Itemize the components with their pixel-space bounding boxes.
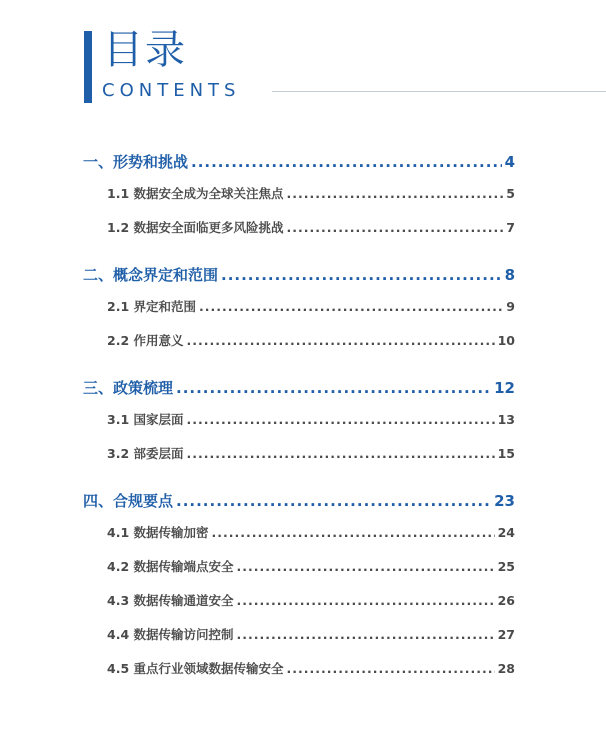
toc-page-number: 23 xyxy=(494,492,515,510)
toc-dot-leader xyxy=(287,220,504,235)
toc-page-number: 13 xyxy=(497,412,515,427)
toc-entry-label: 4.1 数据传输加密 xyxy=(107,525,209,540)
toc-dot-leader xyxy=(176,492,491,510)
toc-section-entry[interactable] xyxy=(83,331,515,365)
toc-page-number: 4 xyxy=(504,153,515,171)
toc-entry-label: 二、概念界定和范围 xyxy=(83,266,219,284)
toc-entry-label: 4.5 重点行业领域数据传输安全 xyxy=(107,661,284,676)
toc-entry-label: 四、合规要点 xyxy=(83,492,174,510)
toc-section-entry[interactable] xyxy=(83,184,515,218)
toc-page-number: 9 xyxy=(506,299,515,314)
toc-page-number: 12 xyxy=(494,379,515,397)
toc-section-entry[interactable] xyxy=(83,410,515,444)
page-subtitle: CONTENTS xyxy=(102,80,241,101)
toc-dot-leader xyxy=(237,559,495,574)
toc-dot-leader xyxy=(287,661,495,676)
page-title: 目录 xyxy=(103,27,187,73)
toc-dot-leader xyxy=(187,333,495,348)
toc-dot-leader xyxy=(187,446,495,461)
toc-page-number: 7 xyxy=(506,220,515,235)
toc-section-entry[interactable] xyxy=(83,659,515,693)
toc-section-entry[interactable] xyxy=(83,444,515,478)
toc-section-entry[interactable] xyxy=(83,218,515,252)
toc-entry-label: 三、政策梳理 xyxy=(83,379,174,397)
toc-section-entry[interactable] xyxy=(83,625,515,659)
toc-entry-label: 一、形势和挑战 xyxy=(83,153,189,171)
toc-page-number: 26 xyxy=(497,593,515,608)
toc-page-number: 15 xyxy=(497,446,515,461)
toc-dot-leader xyxy=(237,627,495,642)
toc-chapter-entry[interactable] xyxy=(83,490,515,524)
toc-section-entry[interactable] xyxy=(83,557,515,591)
toc-entry-label: 2.2 作用意义 xyxy=(107,333,184,348)
toc-entry-label: 1.1 数据安全成为全球关注焦点 xyxy=(107,186,284,201)
toc-dot-leader xyxy=(176,379,491,397)
toc-section-entry[interactable] xyxy=(83,591,515,625)
toc-entry-label: 4.2 数据传输端点安全 xyxy=(107,559,234,574)
toc-chapter-entry[interactable] xyxy=(83,264,515,298)
toc-dot-leader xyxy=(237,593,495,608)
toc-chapter-entry[interactable] xyxy=(83,151,515,185)
header-accent-bar xyxy=(84,31,92,103)
toc-entry-label: 4.3 数据传输通道安全 xyxy=(107,593,234,608)
table-of-contents xyxy=(83,151,515,693)
toc-page-number: 27 xyxy=(497,627,515,642)
toc-page-number: 24 xyxy=(497,525,515,540)
toc-entry-label: 3.1 国家层面 xyxy=(107,412,184,427)
toc-entry-label: 3.2 部委层面 xyxy=(107,446,184,461)
toc-dot-leader xyxy=(199,299,503,314)
toc-dot-leader xyxy=(191,153,502,171)
toc-dot-leader xyxy=(287,186,504,201)
toc-page-number: 8 xyxy=(504,266,515,284)
toc-dot-leader xyxy=(187,412,495,427)
toc-page-number: 28 xyxy=(497,661,515,676)
toc-entry-label: 4.4 数据传输访问控制 xyxy=(107,627,234,642)
toc-chapter-entry[interactable] xyxy=(83,377,515,411)
toc-page-number: 10 xyxy=(497,333,515,348)
toc-entry-label: 1.2 数据安全面临更多风险挑战 xyxy=(107,220,284,235)
toc-section-entry[interactable] xyxy=(83,523,515,557)
toc-dot-leader xyxy=(221,266,502,284)
header-divider xyxy=(272,91,606,92)
toc-dot-leader xyxy=(212,525,495,540)
toc-page-number: 5 xyxy=(506,186,515,201)
toc-section-entry[interactable] xyxy=(83,297,515,331)
toc-entry-label: 2.1 界定和范围 xyxy=(107,299,196,314)
toc-page-number: 25 xyxy=(497,559,515,574)
